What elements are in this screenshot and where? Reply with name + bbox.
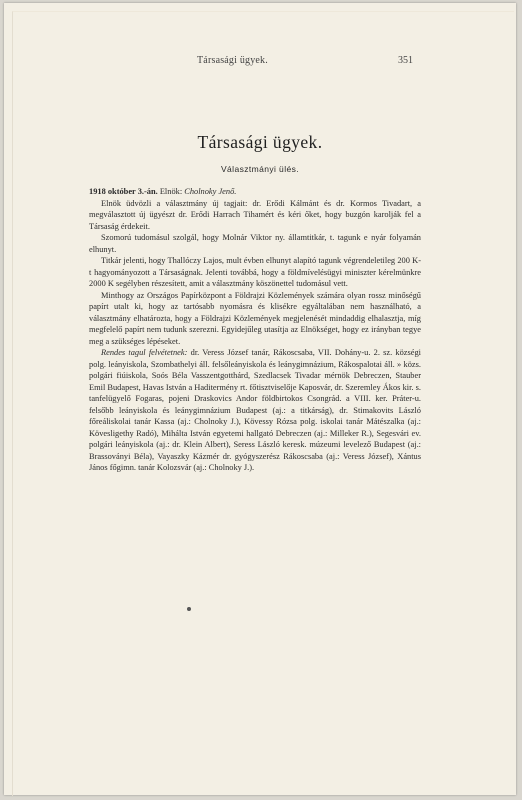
chair-label: Elnök: [157, 187, 185, 196]
document-page [4, 3, 516, 795]
page-number: 351 [398, 55, 413, 66]
ornament-dot [187, 607, 191, 611]
section-title: Társasági ügyek. [197, 132, 323, 152]
paragraph-meeting-date [89, 186, 421, 198]
paragraph-admitted-members [89, 347, 421, 474]
body-text [89, 186, 421, 474]
running-head [4, 55, 516, 71]
admitted-members-list: dr. Veress József tanár, Rákoscsaba, VII. Dohány-u. 2. sz. községi polg. leányiskola, Szombathelyi áll. felsőleányiskola és leánygimnázium, Rákospalotai áll. » közs. polgári fiúiskola, Soós Béla Vasszentgotthárd, Szedlacsek Tivadar mérnök Debreczen, Stauber Emil Budapest, Havas István a Haditermény rt. főtisztviselője Kaposvár, dr. Szeremley Ákos kir. s. tanfelügyelő Fogaras, pojeni Draskovics Andor földbirtokos Csongrád. a VIII. ker. Práter-u. felsőbb leányiskola és leánygimnázium Budapest (aj.: a titkárság), dr. Stimakovits László főreáliskolai tanár Kassa (aj.: Cholnoky J.), Kövessy Rózsa polg. iskolai tanár Mátészalka (aj.: Kövesligethy Radó), Mihálta István egyetemi hallgató Debreczen (aj.: Milleker R.), Segesvári ev. polgári leányiskola (aj.: dr. Klein Albert), Seress László keresk. múzeumi levelező Budapest (aj.: Brassoványi Béla), Vayaszky Kázmér dr. gyógyszerész Rákoscsaba (aj.: Veress József), Xántus János főgimn. tanár Kolozsvár (aj.: Cholnoky J.). [89, 348, 421, 472]
meeting-date: 1918 október 3.-án. [89, 187, 158, 196]
paragraph-paper-decision: Minthogy az Országos Papírközpont a Földrajzi Közlemények számára olyan rossz minőségű papírt utalt ki, hogy az tartósabb nyomásra és klisékre egyáltalában nem használható, a választmány elhatározta, hogy a Földrajzi Közlemények megjelenését mindaddig elhalasztja, míg megfelelő papírt nem tudunk szerezni. Egyidejűleg utasítja az Elnökséget, hogy ez irányban tegye meg a szükséges lépéseket. [89, 290, 421, 346]
chair-name: Cholnoky Jenő. [184, 187, 237, 196]
running-head-title: Társasági ügyek. [197, 55, 268, 66]
subsection-title: Választmányi ülés. [220, 164, 300, 174]
admitted-members-lead: Rendes tagul felvétetnek: [101, 348, 188, 357]
paragraph-obituary: Szomorú tudomásul szolgál, hogy Molnár Viktor ny. államtitkár, t. tagunk e nyár folyamán elhunyt. [89, 233, 421, 254]
paragraph-new-members: Elnök üdvözli a választmány új tagjait: dr. Erődi Kálmánt és dr. Kormos Tivadart, a megválasztott új ügyészt dr. Erődi Harrach Tihamért és kéri őket, hogy buzgón karolják fel a Társaság érdekeit. [89, 198, 421, 231]
paragraph-secretary-report: Titkár jelenti, hogy Thallóczy Lajos, mult évben elhunyt alapító tagunk végrendeletileg 200 K-t hagyományozott a Társaságnak. Jelenti továbbá, hogy a földmívelésügyi miniszter kérelmünkre 2000 K segélyben részesített, amit a választmány köszönettel tudomásul vett. [89, 256, 421, 288]
